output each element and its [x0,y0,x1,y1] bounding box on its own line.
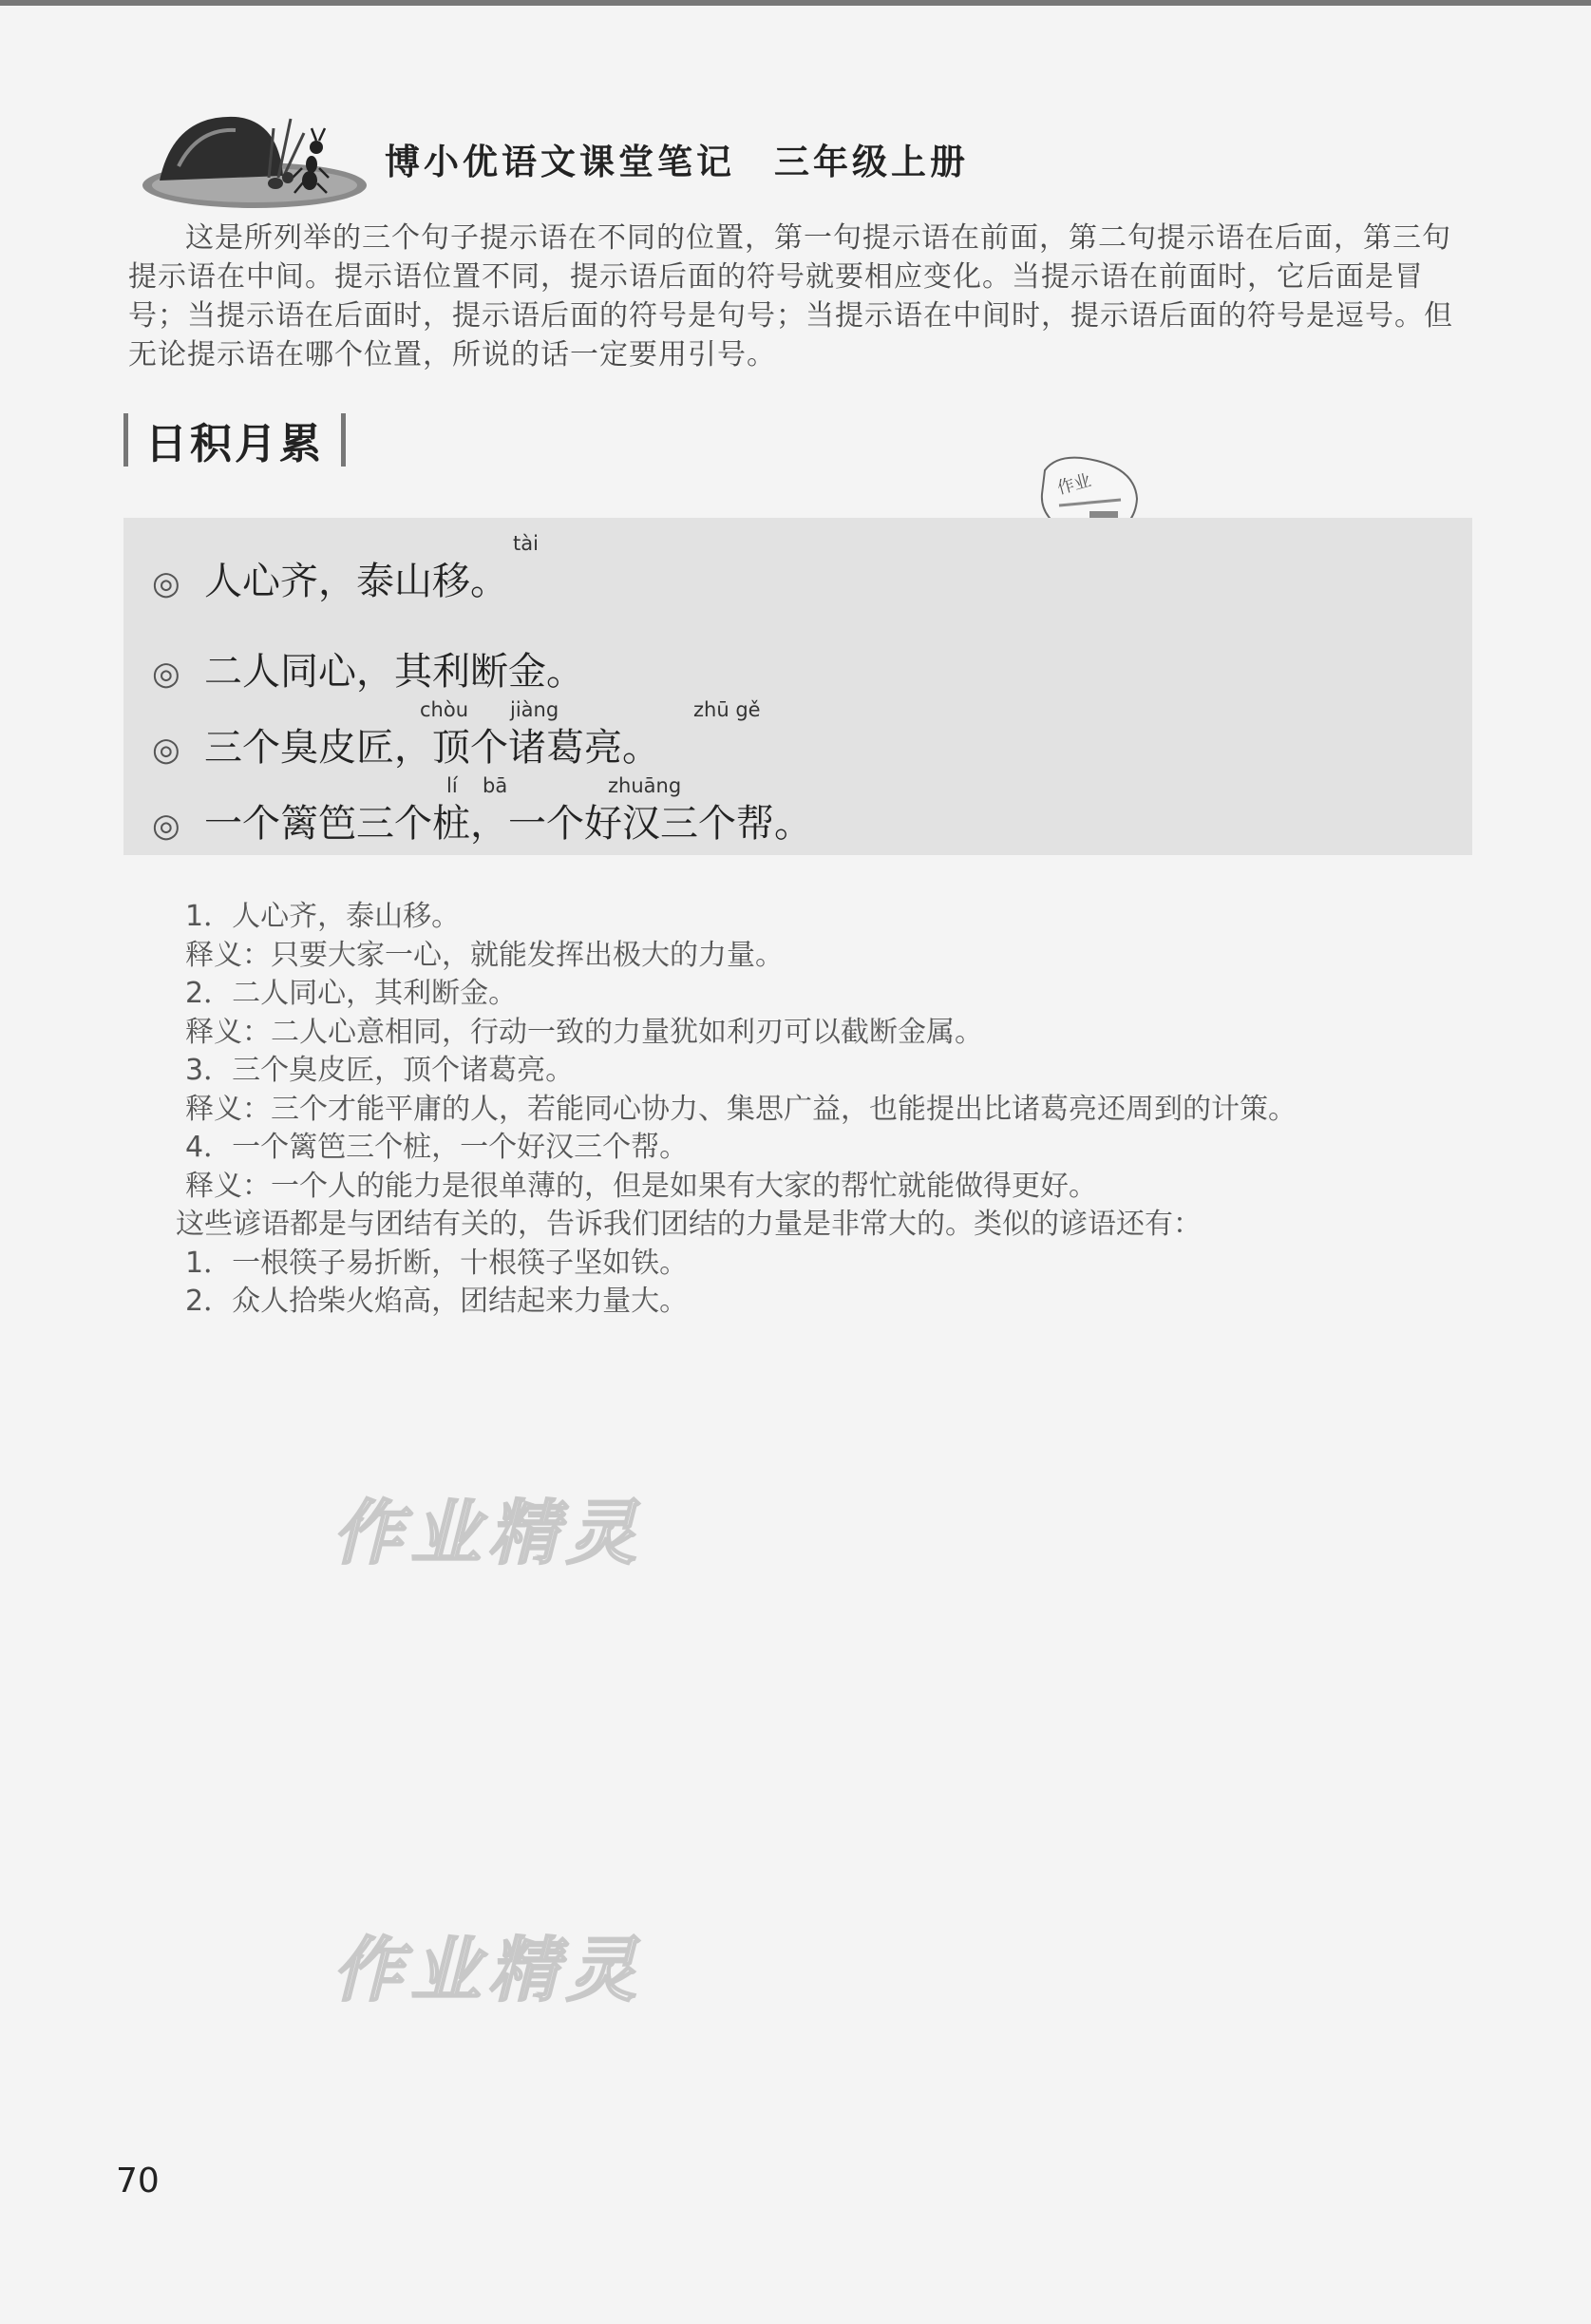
heading-bar-right [341,413,346,467]
pinyin-ba: bā [483,774,508,797]
book-title: 博小优语文课堂笔记 三年级上册 [385,142,969,182]
proverb-bullet: ◎ [152,564,180,602]
top-edge-line [0,0,1591,6]
note-line: 4．一个篱笆三个桩，一个好汉三个帮。 [185,1131,689,1164]
stamp-text: 作业 [1054,470,1094,499]
proverb-2 [152,641,584,695]
ant-on-rock-icon [122,90,369,214]
pinyin-tai: tài [513,532,539,555]
proverb-3 [152,717,660,771]
proverb-4 [152,793,812,848]
section-title: 日积月累 [145,420,324,468]
note-line: 释义：只要大家一心，就能发挥出极大的力量。 [185,938,784,972]
proverb-bullet: ◎ [152,655,180,693]
proverb-text: 人心齐，泰山移。 [204,560,508,603]
proverb-text: 二人同心，其利断金。 [204,650,584,694]
pinyin-chou: chòu [420,698,469,721]
pinyin-zhuge: zhū gě [693,698,761,721]
note-line: 1．一根筷子易折断，十根筷子坚如铁。 [185,1246,689,1280]
pinyin-zhuang: zhuāng [608,774,682,797]
proverb-bullet: ◎ [152,807,180,845]
notes-list [176,898,1449,1322]
note-line: 这些谚语都是与团结有关的，告诉我们团结的力量是非常大的。类似的谚语还有： [176,1208,1202,1241]
note-line: 3．三个臭皮匠，顶个诸葛亮。 [185,1054,575,1087]
proverb-bullet: ◎ [152,731,180,769]
intro-text: 这是所列举的三个句子提示语在不同的位置，第一句提示语在前面，第二句提示语在后面，第三句提示语在中间。提示语位置不同，提示语后面的符号就要相应变化。当提示语在前面时，它后面是冒号；当提示语在后面时，提示语后面的符号是句号；当提示语在中间时，提示语后面的符号是逗号。但无论提示语在哪个位置，所说的话一定要用引号。 [128,221,1453,371]
page-number: 70 [116,2162,160,2200]
intro-paragraph [128,219,1468,374]
note-line: 2．众人拾柴火焰高，团结起来力量大。 [185,1285,689,1318]
proverb-text: 一个篱笆三个桩，一个好汉三个帮。 [204,802,812,846]
watermark: 作业精灵 [332,1493,644,1574]
note-line: 释义：二人心意相同，行动一致的力量犹如利刃可以截断金属。 [185,1015,983,1049]
watermark: 作业精灵 [332,1930,644,2011]
proverb-text: 三个臭皮匠，顶个诸葛亮。 [204,726,660,770]
note-line: 2．二人同心，其利断金。 [185,977,518,1010]
note-line: 释义：一个人的能力是很单薄的，但是如果有大家的帮忙就能做得更好。 [185,1169,1097,1203]
proverb-1 [152,551,508,605]
section-heading [123,411,346,468]
pinyin-li: lí [446,774,458,797]
note-line: 1．人心齐，泰山移。 [185,900,461,933]
pinyin-jiang: jiàng [510,698,559,721]
note-line: 释义：三个才能平庸的人，若能同心协力、集思广益，也能提出比诸葛亮还周到的计策。 [185,1092,1297,1126]
